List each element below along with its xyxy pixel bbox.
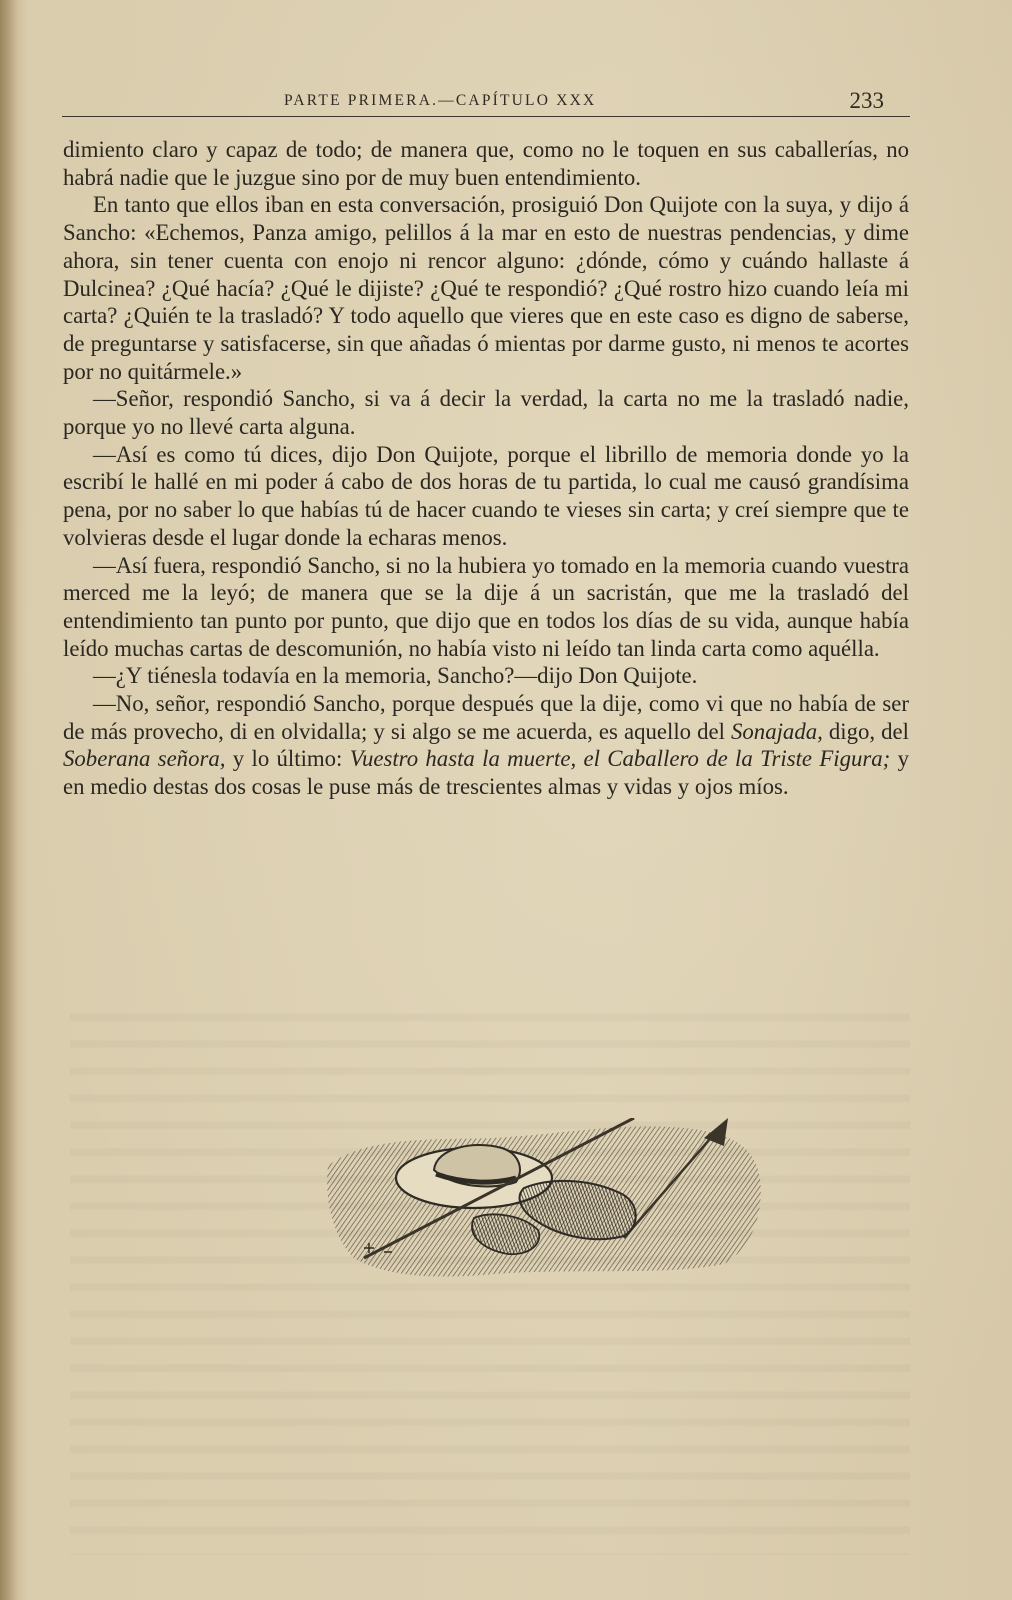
header-rule xyxy=(62,116,910,117)
italic-run: Sonajada, xyxy=(731,718,823,744)
text-run: y lo último: xyxy=(225,746,350,772)
paragraph: —Así fuera, respondió Sancho, si no la hubiera yo tomado en la memoria cuando vuestra merced me la leyó; de manera que se la dije á un sacristán, que me la trasladó del entendimiento tan punto por punto, que dijo que en todos los días de su vida, aunque había leído muchas cartas de descomunión, no había visto ni leído tan linda carta como aquélla. xyxy=(63,552,909,661)
body-text xyxy=(63,136,909,801)
text-run: —No, señor, respondió Sancho, porque después que la dije, como vi que no había de ser de más provecho, di en olvidalla; y si algo se me acuerda, es aquello del xyxy=(63,691,909,744)
page-number: 233 xyxy=(849,88,884,113)
engraving-vignette xyxy=(324,1118,764,1283)
paragraph: —¿Y tiénesla todavía en la memoria, Sancho?—dijo Don Quijote. xyxy=(93,663,698,689)
running-head xyxy=(62,88,910,116)
paragraph xyxy=(63,690,909,801)
paragraph: —Así es como tú dices, dijo Don Quijote, porque el librillo de memoria donde yo la escribí le hallé en mi poder á cabo de dos horas de tu partida, lo cual me causó grandísima pena, por no saber lo que habías tú de hacer cuando te vieses sin carta; y creí siempre que te volvieras desde el lugar donde la echaras menos. xyxy=(63,441,909,550)
paragraph: dimiento claro y capaz de todo; de manera que, como no le toquen en sus caballerías, no habrá nadie que le juzgue sino por de muy buen entendimiento. xyxy=(63,137,909,190)
gutter-shadow xyxy=(0,0,18,1600)
text-run: digo, del xyxy=(822,718,909,744)
italic-run: Vuestro hasta la muerte, el Caballero de la Triste Figura; xyxy=(349,746,891,772)
paragraph: —Señor, respondió Sancho, si va á decir la verdad, la carta no me la trasladó nadie, porque yo no llevé carta alguna. xyxy=(63,386,909,440)
running-title: PARTE PRIMERA.—CAPÍTULO XXX xyxy=(284,92,597,109)
paragraph: En tanto que ellos iban en esta conversación, prosiguió Don Quijote con la suya, y dijo á Sancho: «Echemos, Panza amigo, pelillos á la mar en esto de nuestras pendencias, y dime ahora, sin tener cuenta con enojo ni rencor alguno: ¿dónde, cómo y cuándo hallaste á Dulcinea? ¿Qué hacía? ¿Qué le dijiste? ¿Qué te respondió? ¿Qué rostro hizo cuando leía mi carta? ¿Quién te la trasladó? Y todo aquello que vieres que en este caso es digno de saberse, de preguntarse y satisfacerse, sin que añadas ó mientas por darme gusto, ni menos te acortes por no quitármele.» xyxy=(63,192,909,384)
italic-run: Soberana señora, xyxy=(63,746,226,772)
text-run: y en medio destas dos cosas le puse más de trescientes almas y vidas y ojos míos. xyxy=(63,746,909,800)
